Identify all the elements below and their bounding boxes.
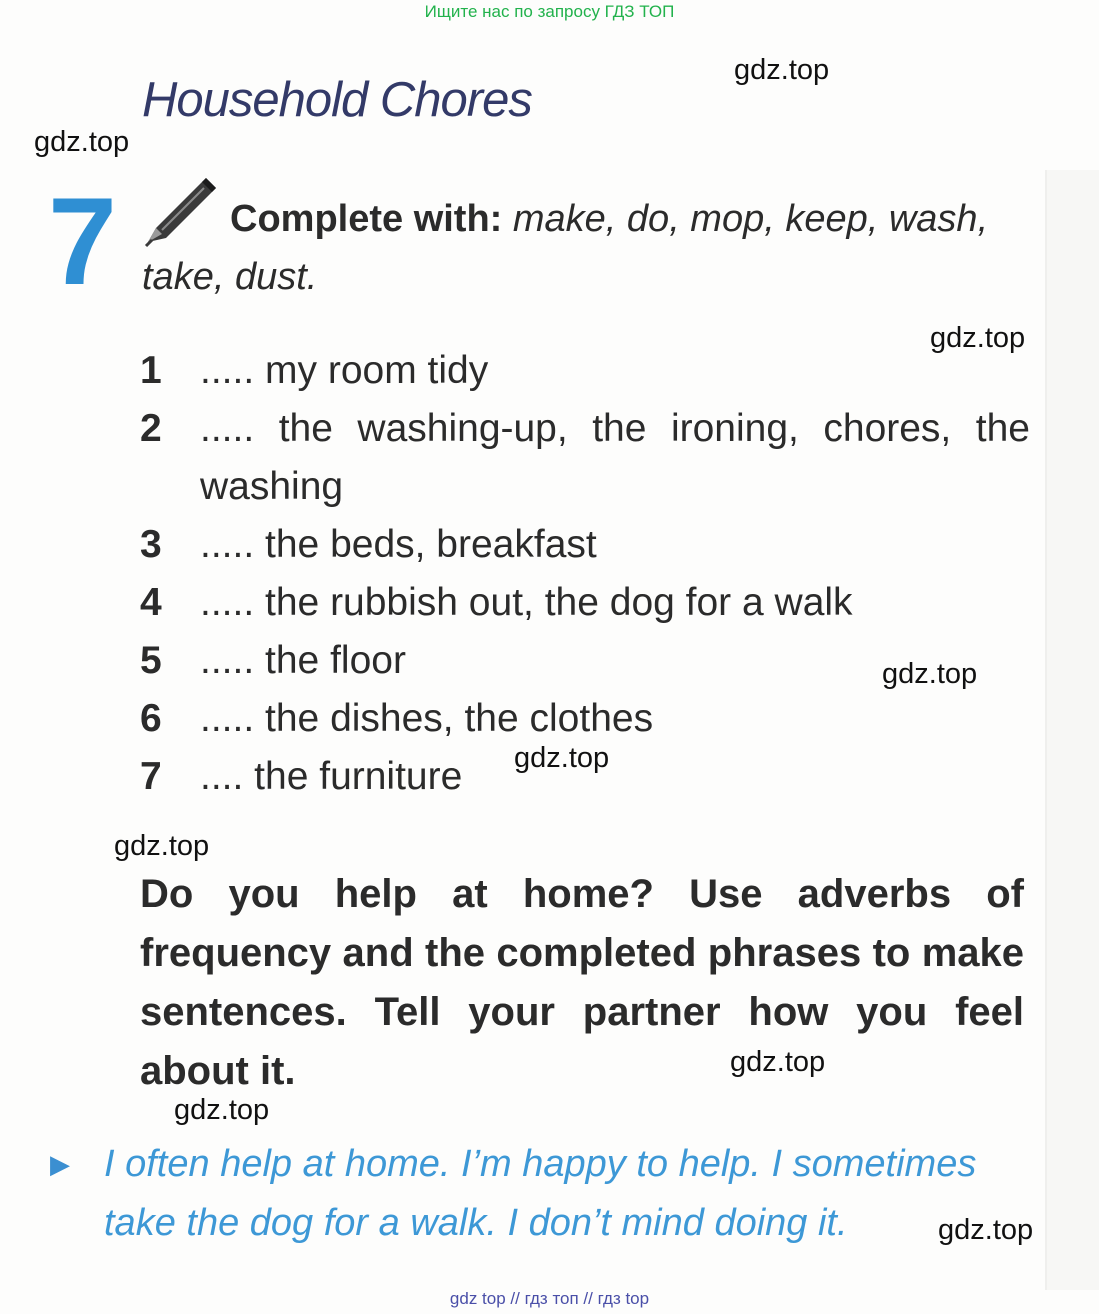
- watermark: gdz.top: [734, 54, 830, 86]
- speaking-task: Do you help at home? Use adverbs of frequency and the completed phrases to make sentences. Tell your partner how you feel about it.: [140, 872, 1024, 1093]
- item-number: 4: [140, 581, 162, 624]
- exercise-instruction: [142, 190, 1032, 306]
- watermark: gdz.top: [938, 1214, 1034, 1246]
- list-item: [140, 400, 1030, 516]
- reverse-panel-edge: [1045, 170, 1099, 1290]
- example-answer: I often help at home. I’m happy to help. I sometimes take the dog for a walk. I don’t mind doing it.: [104, 1143, 977, 1244]
- item-number: 1: [140, 349, 162, 392]
- footer-banner[interactable]: gdz top // гдз топ // гдз top: [449, 1289, 650, 1308]
- watermark: gdz.top: [114, 830, 210, 862]
- list-item: [140, 342, 1030, 400]
- exercise-items: [140, 342, 1030, 806]
- list-item: [140, 574, 1030, 632]
- instruction-label: Complete with:: [230, 198, 503, 240]
- watermark: gdz.top: [514, 742, 610, 774]
- item-text: ..... my room tidy: [200, 349, 489, 392]
- site-banner[interactable]: Ищите нас по запросу ГДЗ ТОП: [424, 2, 675, 21]
- item-text: ..... the washing-up, the ironing, chores, the washing: [200, 407, 1030, 508]
- item-number: 5: [140, 639, 162, 682]
- item-number: 3: [140, 523, 162, 566]
- instruction-word-list: make, do, mop, keep, wash, take, dust.: [142, 198, 989, 298]
- list-item: [140, 690, 1030, 748]
- item-text: ..... the floor: [200, 639, 406, 682]
- item-number: 2: [140, 407, 162, 450]
- exercise-number: 7: [48, 173, 117, 311]
- watermark: gdz.top: [174, 1094, 270, 1126]
- list-item: [140, 516, 1030, 574]
- item-text: ..... the rubbish out, the dog for a walk: [200, 581, 853, 624]
- section-title: Household Chores: [142, 73, 532, 127]
- play-marker-icon: ▶: [50, 1150, 70, 1180]
- item-number: 6: [140, 697, 162, 740]
- watermark: gdz.top: [882, 658, 978, 690]
- item-number: 7: [140, 755, 162, 798]
- watermark: gdz.top: [930, 322, 1026, 354]
- watermark: gdz.top: [34, 126, 130, 158]
- item-text: .... the furniture: [200, 755, 463, 798]
- item-text: ..... the dishes, the clothes: [200, 697, 654, 740]
- watermark: gdz.top: [730, 1046, 826, 1078]
- item-text: ..... the beds, breakfast: [200, 523, 597, 566]
